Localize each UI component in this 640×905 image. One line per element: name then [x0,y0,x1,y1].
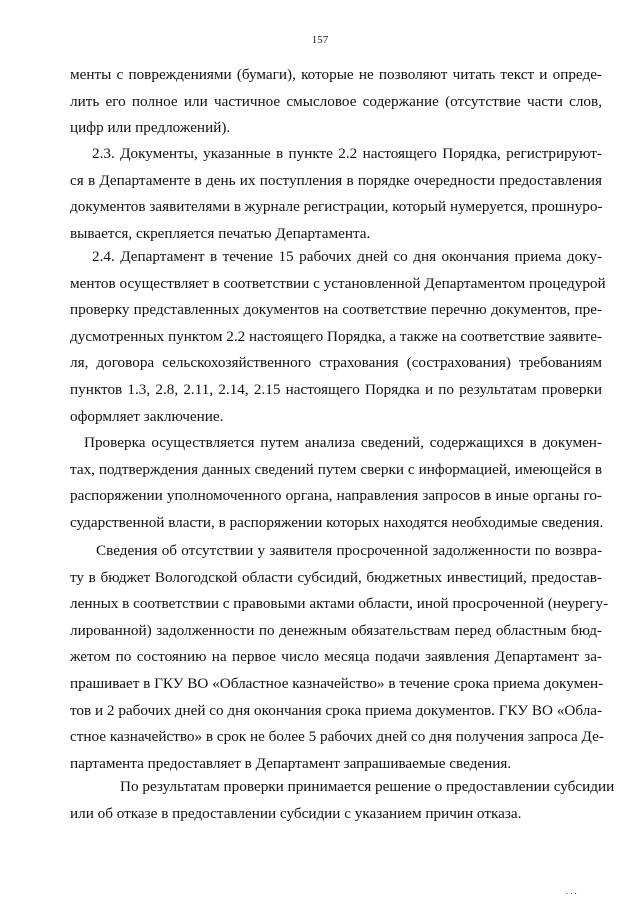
text-line: прашивает в ГКУ ВО «Областное казначейство» в течение срока приема докумен- [70,674,604,692]
text-line: тах, подтверждения данных сведений путем сверки с информацией, имеющейся в [70,460,602,478]
paragraph-2 [70,141,603,247]
text-line: менты с повреждениями (бумаги), которые не позволяют читать текст и опреде- [70,66,602,83]
text-line: документов заявителями в журнале регистрации, который нумеруется, прошнуро- [70,198,603,216]
footer-mark: ... [566,886,579,896]
text-line: 2.3. Документы, указанные в пункте 2.2 настоящего Порядка, регистрируют- [92,145,602,162]
text-line: партамента предоставляет в Департамент запрашиваемые сведения. [70,754,512,772]
text-line: или об отказе в предоставлении субсидии с указанием причин отказа. [70,804,522,822]
text-line: 2.4. Департамент в течение 15 рабочих дней со дня окончания приема доку- [92,248,602,265]
text-line: Проверка осуществляется путем анализа сведений, содержащихся в докумен- [84,434,602,451]
text-line: пунктов 1.3, 2.8, 2.11, 2.14, 2.15 настоящего Порядка и по результатам проверки [70,380,602,398]
text-line: стное казначейство» в срок не более 5 рабочих дней со дня получения запроса Де- [70,728,604,746]
text-line: распоряжении уполномоченного органа, направления запросов в иные органы го- [70,487,602,505]
page-number: 157 [311,34,329,46]
paragraph-1 [70,62,602,142]
text-line: ментов осуществляет в соответствии с установленной Департаментом процедурой [70,274,606,292]
text-line: ся в Департаменте в день их поступления в порядке очередности предоставления [70,171,602,189]
text-line: цифр или предложений). [70,119,231,137]
paragraph-4 [70,430,604,536]
text-line: Сведения об отсутствии у заявителя просроченной задолженности по возвра- [96,542,602,559]
text-line: вывается, скрепляется печатью Департамента. [70,224,371,242]
paragraph-5 [70,538,609,777]
text-line: ля, договора сельскохозяйственного страхования (сострахования) требованиям [70,354,602,372]
text-line: дусмотренных пунктом 2.2 настоящего Порядка, а также на соответствие заявите- [70,327,603,345]
text-line: ленных в соответствии с правовыми актами области, иной просроченной (неурегу- [70,595,609,613]
text-line: лить его полное или частичное смысловое содержание (отсутствие части слов, [70,92,602,110]
text-line: проверку представленных документов на соответствие перечню документов, пре- [70,301,602,319]
text-line: лированной) задолженности по денежным обязательствам перед областным бюд- [70,621,602,639]
text-line: По результатам проверки принимается решение о предоставлении субсидии [120,778,615,795]
paragraph-6 [70,774,615,827]
text-line: жетом по состоянию на первое число месяца подачи заявления Департамент за- [70,648,602,666]
text-line: оформляет заключение. [70,407,224,425]
text-line: ту в бюджет Вологодской области субсидий, бюджетных инвестиций, предостав- [70,568,602,586]
paragraph-3 [70,244,606,430]
text-line: тов и 2 рабочих дней со дня окончания срока приема документов. ГКУ ВО «Обла- [70,701,603,719]
text-line: сударственной власти, в распоряжении которых находятся необходимые сведения. [70,513,604,531]
